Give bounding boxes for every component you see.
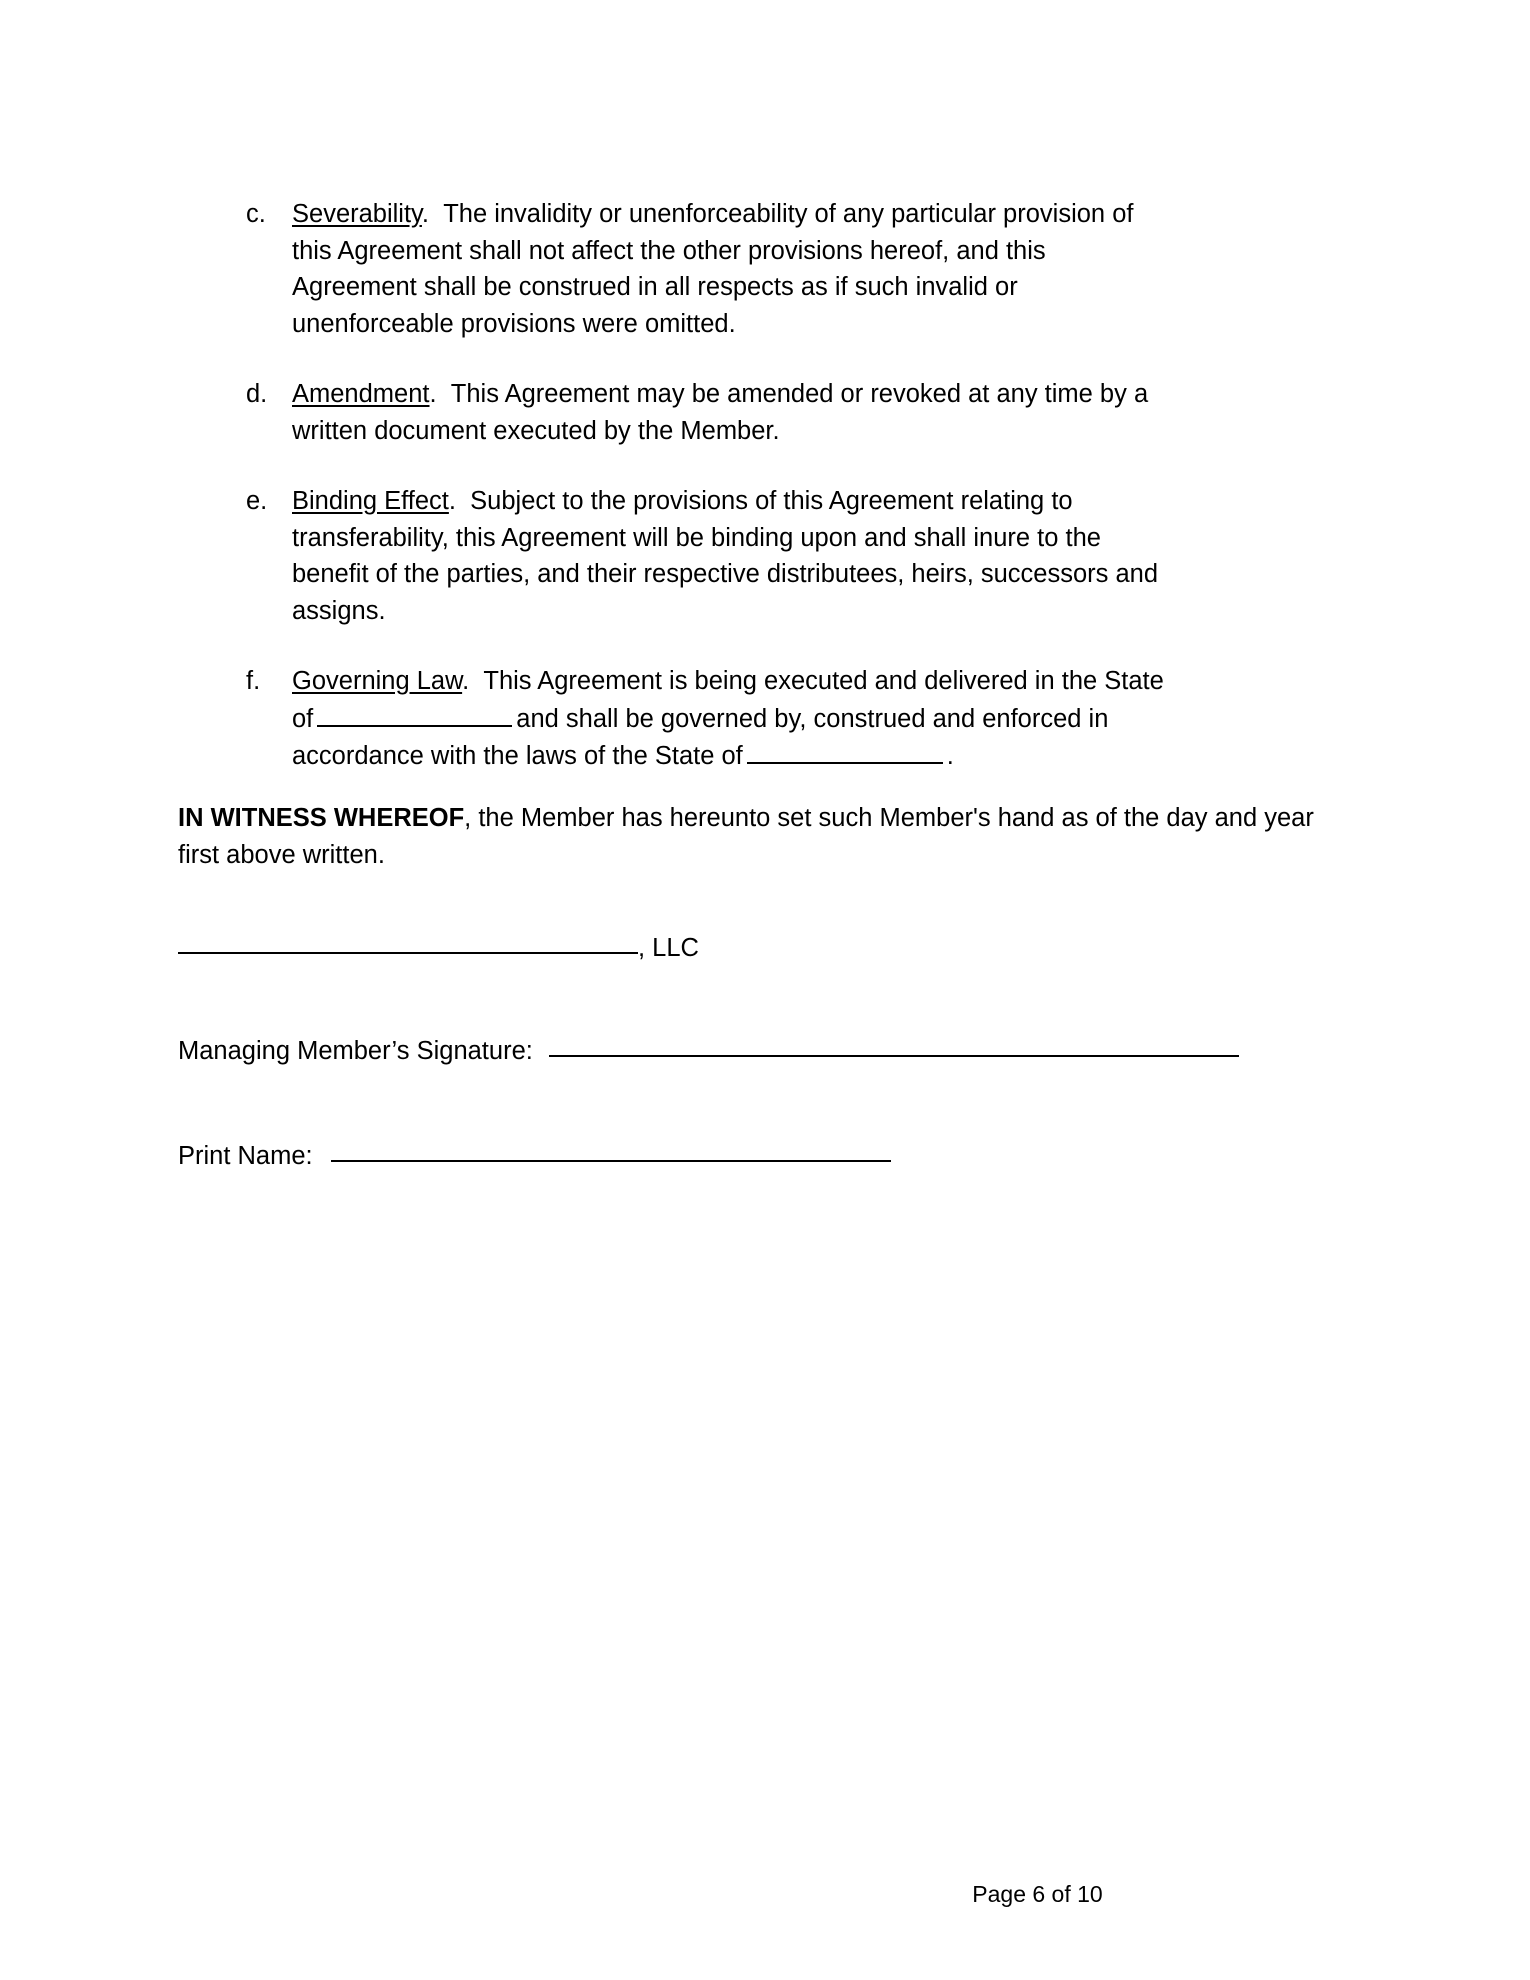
- clause-text-part1: This Agreement is being executed and delivered in the State of: [292, 667, 1164, 733]
- clause-marker: e.: [246, 487, 268, 515]
- page-footer: [0, 1880, 1530, 1908]
- print-name-row: [178, 1138, 891, 1175]
- clause-text: The invalidity or unenforceability of any particular provision of this Agreement shall not affect the other provisions hereof, and this Agreement shall be construed in all respects as if such invalid or unenforceable provisions were omitted.: [292, 200, 1134, 338]
- clause-title-suffix: .: [429, 380, 437, 408]
- managing-member-signature-label: Managing Member’s Signature:: [178, 1037, 533, 1065]
- witness-paragraph: [178, 800, 1343, 873]
- managing-member-signature-blank[interactable]: [549, 1054, 1239, 1057]
- clause-title: Governing Law: [292, 667, 463, 695]
- governing-state-blank-2[interactable]: [747, 737, 943, 764]
- clause-body: [292, 376, 1172, 449]
- clause-marker: d.: [246, 380, 268, 408]
- clause-marker: c.: [246, 200, 266, 228]
- clause-item-amendment: [178, 376, 1338, 449]
- clause-body: [292, 663, 1172, 775]
- clause-text-part2: and shall be governed by, construed and enforced in accordance with the laws of the State of: [292, 704, 1109, 770]
- clause-title: Binding Effect: [292, 487, 449, 515]
- clause-title-suffix: .: [421, 200, 430, 228]
- clause-item-binding-effect: [178, 483, 1338, 629]
- clause-body: [292, 196, 1172, 342]
- clause-title: Amendment: [292, 380, 430, 408]
- page-number-label: Page 6 of 10: [972, 1881, 1103, 1907]
- clause-item-governing-law: [178, 663, 1338, 775]
- clause-marker: f.: [246, 667, 261, 695]
- managing-member-signature-row: [178, 1033, 1239, 1070]
- clause-title: Severability: [292, 200, 422, 228]
- clause-text: Subject to the provisions of this Agreement relating to transferability, this Agreement will be binding upon and shall inure to the benefit of the parties, and their respective distributees, heirs, successors and assigns.: [292, 487, 1159, 625]
- witness-rest: , the Member has hereunto set such Member's hand as of the day and year first above written.: [178, 804, 1314, 869]
- entity-suffix-label: , LLC: [638, 934, 699, 962]
- witness-lead-bold: IN WITNESS WHEREOF: [178, 804, 465, 832]
- entity-name-row: [178, 930, 699, 967]
- print-name-blank[interactable]: [331, 1159, 891, 1162]
- entity-name-blank[interactable]: [178, 951, 638, 954]
- clause-text: This Agreement may be amended or revoked at any time by a written document executed by the Member.: [292, 380, 1149, 445]
- clause-body: [292, 483, 1172, 629]
- clause-title-suffix: .: [448, 487, 456, 515]
- clause-item-severability: [178, 196, 1338, 342]
- governing-state-blank-1[interactable]: [317, 700, 512, 727]
- print-name-label: Print Name:: [178, 1142, 313, 1170]
- clause-list: [178, 196, 1338, 809]
- clause-title-suffix: .: [462, 667, 470, 695]
- clause-text-part3: .: [946, 742, 954, 770]
